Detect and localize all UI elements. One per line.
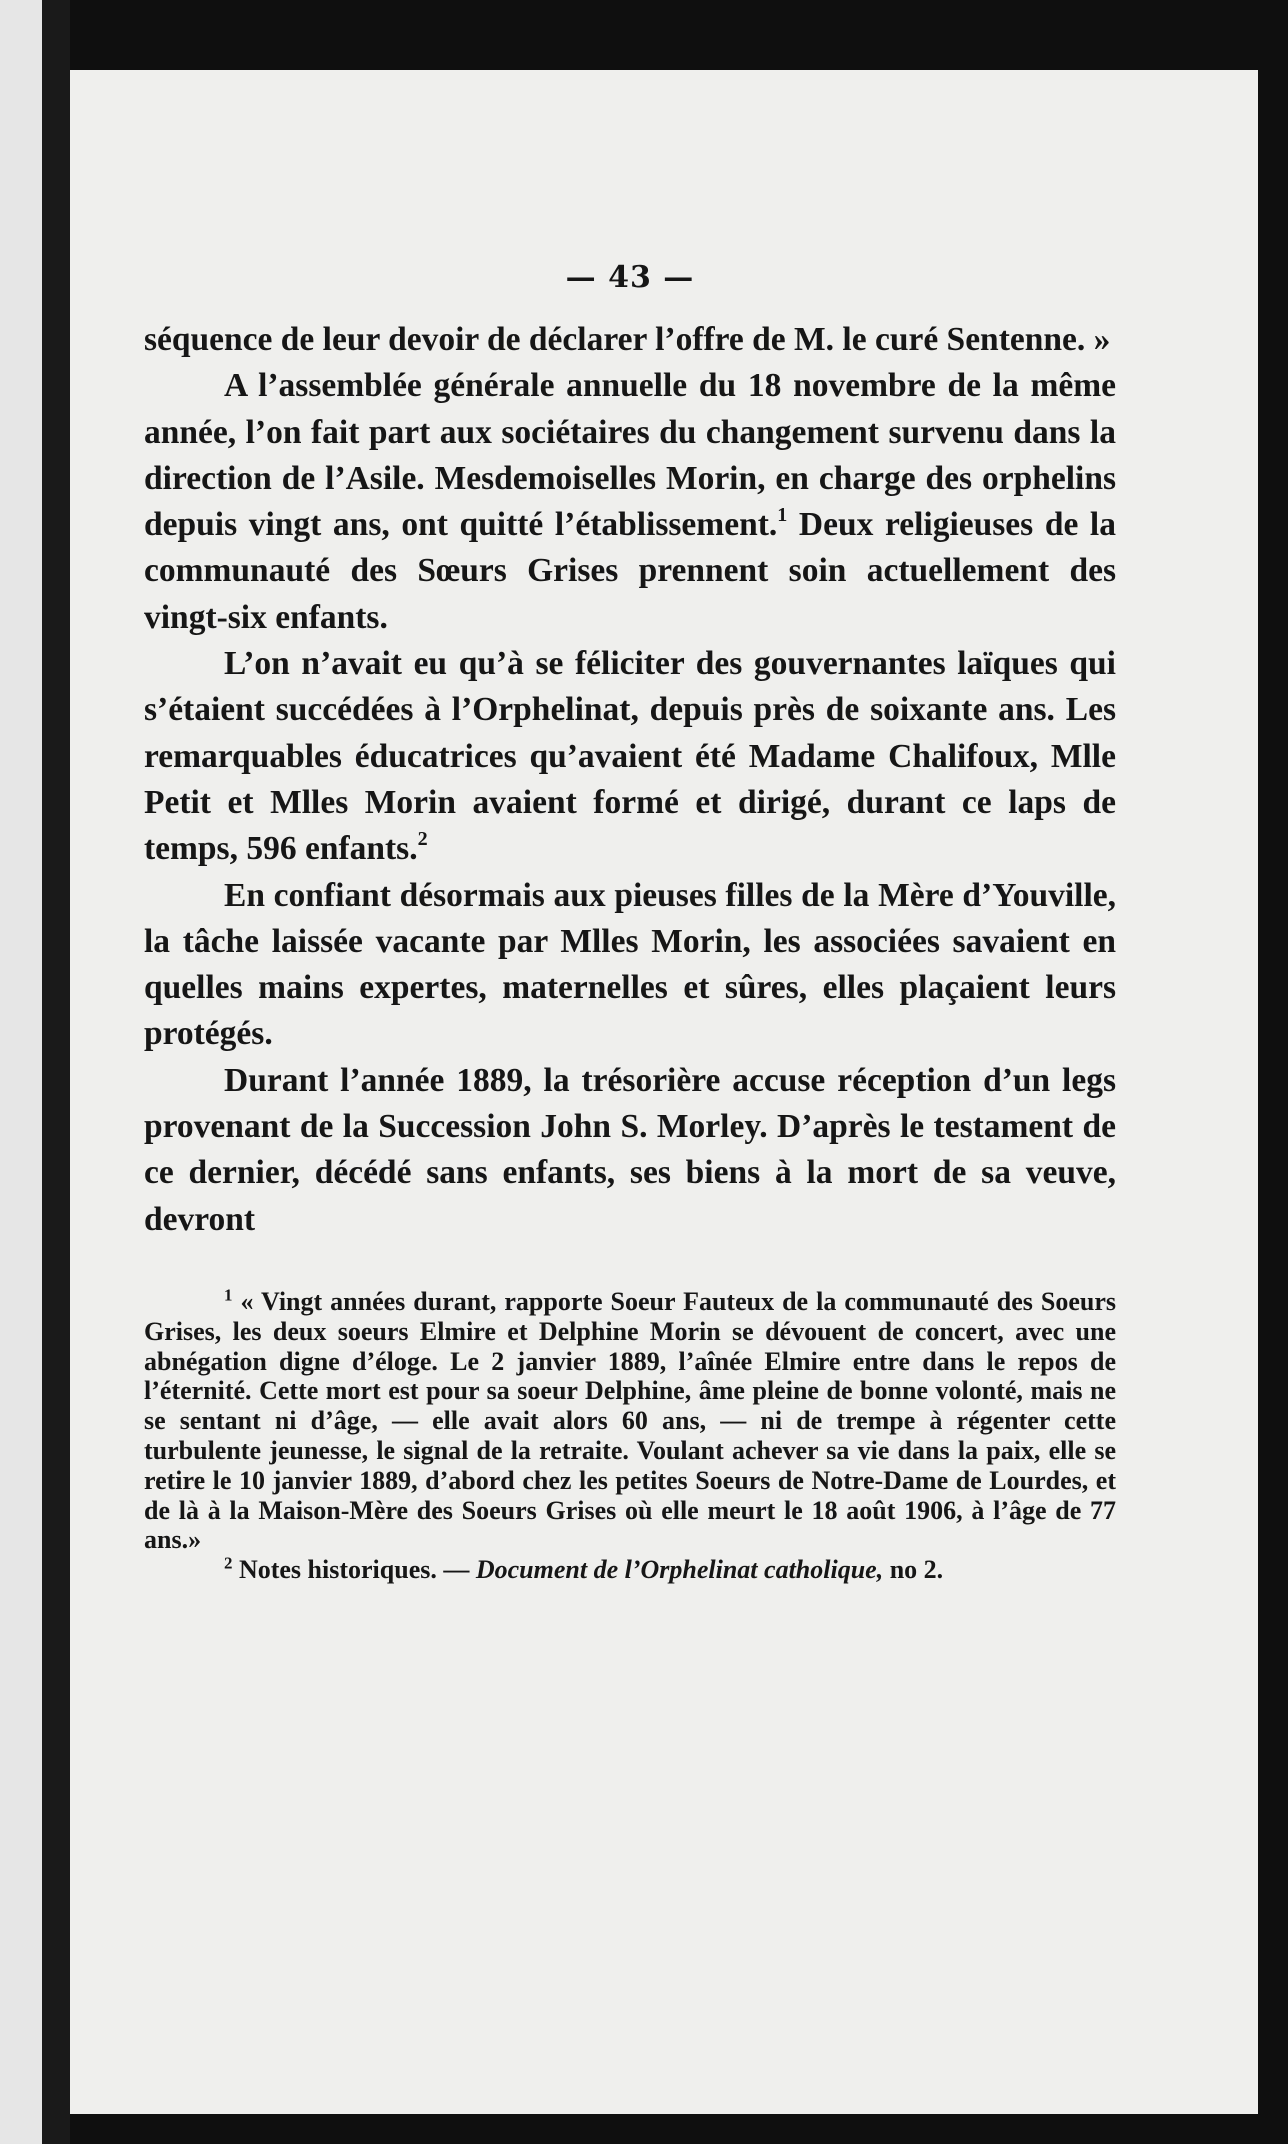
body-text	[144, 317, 1116, 1243]
page-content	[144, 260, 1116, 1585]
scan-binding-shadow	[42, 0, 70, 2144]
paragraph: L’on n’avait eu qu’à se féliciter des gouvernantes laïques qui s’étaient succédées à l’Orphelinat, depuis près de soixante ans. Les remarquables éducatrices qu’avaient été Madame Chalifoux, Mlle Petit et Mlles Morin avaient formé et dirigé, durant ce laps de temps, 596 enfants.$^2$	[144, 645, 1116, 868]
scan-left-margin	[0, 0, 42, 2144]
paragraph: A l’assemblée générale annuelle du 18 novembre de la même année, l’on fait part aux sociétaires du changement survenu dans la direction de l’Asile. Mesdemoiselles Morin, en charge des orphelins depuis vingt ans, ont quitté l’établissement.$^1$ Deux religieuses de la communauté des Sœurs Grises prennent soin actuellement des vingt-six enfants.	[144, 367, 1116, 636]
footnote-mark: 1	[224, 1285, 233, 1305]
cited-title: Document de l’Orphelinat catholique,	[475, 1555, 884, 1585]
paragraph: En confiant désormais aux pieuses filles de la Mère d’Youville, la tâche laissée vacante par Mlles Morin, les associées savaient en quelles mains expertes, maternelles et sûres, elles plaçaient leurs protégés.	[144, 876, 1116, 1053]
paragraph: séquence de leur devoir de déclarer l’offre de M. le curé Sentenne. »	[144, 321, 1111, 358]
footnote-ref: 1	[777, 504, 788, 527]
footnotes	[144, 1287, 1116, 1585]
footnote-ref: 2	[417, 828, 428, 851]
page-number: — 43 —	[565, 260, 695, 295]
footnote-mark: 2	[224, 1553, 233, 1573]
footnote: $^2$ Notes historiques. — Document de l’Orphelinat catholique, no 2.	[224, 1553, 944, 1585]
paragraph: Durant l’année 1889, la trésorière accuse réception d’un legs provenant de la Succession John S. Morley. D’après le testament de ce dernier, décédé sans enfants, ses biens à la mort de sa veuve, devront	[144, 1061, 1116, 1238]
footnote: $^1$ « Vingt années durant, rapporte Soeur Fauteux de la communauté des Soeurs Grises, les deux soeurs Elmire et Delphine Morin se dévouent de concert, avec une abnégation digne d’éloge. Le 2 janvier 1889, l’aînée Elmire entre dans le repos de l’éternité. Cette mort est pour sa soeur Delphine, âme pleine de bonne volonté, mais ne se sentant ni d’âge, — elle avait alors 60 ans, — ni de trempe à régenter cette turbulente jeunesse, le signal de la retraite. Voulant achever sa vie dans la paix, elle se retire le 10 janvier 1889, d’abord chez les petites Soeurs de Notre-Dame de Lourdes, et de là à la Maison-Mère des Soeurs Grises où elle meurt le 18 août 1906, à l’âge de 77 ans.»	[144, 1285, 1117, 1555]
book-page	[70, 70, 1258, 2114]
